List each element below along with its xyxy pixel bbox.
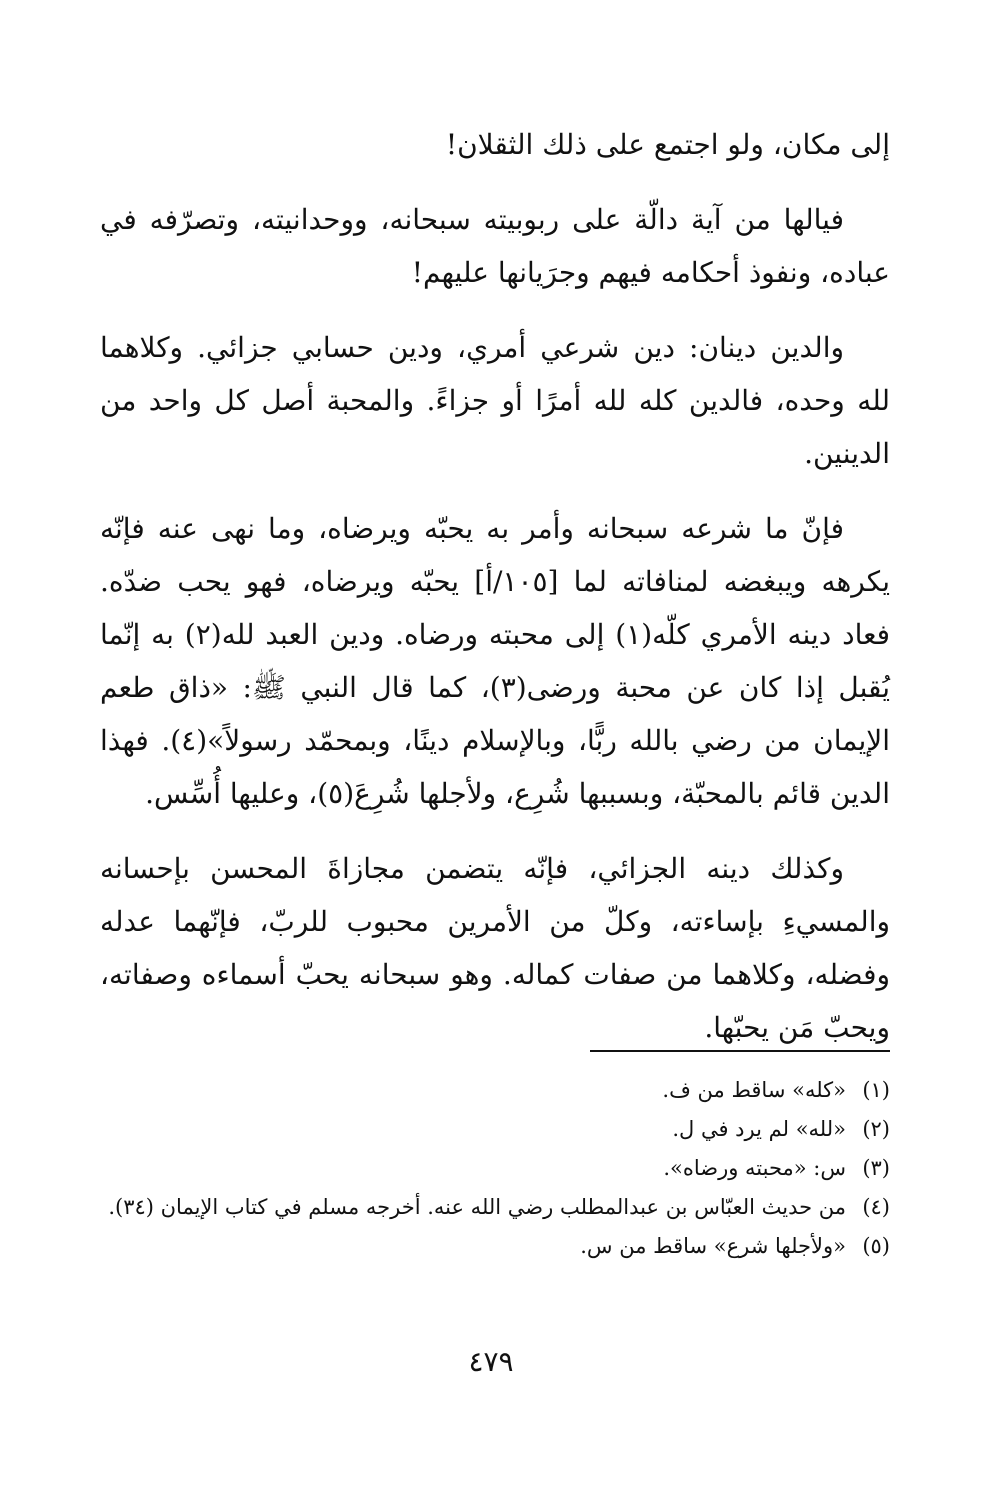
- footnote-number: (٤): [862, 1195, 890, 1219]
- footnote-text: «كله» ساقط من ف.: [662, 1078, 846, 1102]
- footnotes: [100, 1072, 890, 1267]
- footnote-2: [100, 1111, 890, 1148]
- footnote-number: (٢): [862, 1117, 890, 1141]
- footnote-number: (٥): [862, 1234, 890, 1258]
- footnote-4: [100, 1189, 890, 1226]
- footnote-text: س: «محبته ورضاه».: [663, 1156, 846, 1180]
- footnote-5: [100, 1228, 890, 1265]
- footnote-text: «لله» لم يرد في ل.: [672, 1117, 846, 1141]
- paragraph-5: وكذلك دينه الجزائي، فإنّه يتضمن مجازاةَ المحسن بإحسانه والمسيءِ بإساءته، وكلّ من الأمرين محبوب للربّ، فإنّهما عدله وفضله، وكلاهما من صفات كماله. وهو سبحانه يحبّ أسماءه وصفاته، ويحبّ مَن يحبّها.: [100, 852, 890, 1044]
- paragraph-2: فيالها من آية دالّة على ربوبيته سبحانه، ووحدانيته، وتصرّفه في عباده، ونفوذ أحكامه فيهم وجرَيانها عليهم!: [100, 203, 890, 289]
- page-number: ٤٧٩: [468, 1345, 514, 1378]
- footnote-3: [100, 1150, 890, 1187]
- paragraph-1: إلى مكان، ولو اجتمع على ذلك الثقلان!: [445, 128, 890, 161]
- footnote-text: من حديث العبّاس بن عبدالمطلب رضي الله عنه. أخرجه مسلم في كتاب الإيمان (٣٤).: [108, 1195, 846, 1219]
- paragraph-4: فإنّ ما شرعه سبحانه وأمر به يحبّه ويرضاه، وما نهى عنه فإنّه يكرهه ويبغضه لمنافاته لما [١٠٥/أ] يحبّه ويرضاه، فهو يحب ضدّه. فعاد دينه الأمري كلّه(١) إلى محبته ورضاه. ودين العبد لله(٢) به إنّما يُقبل إذا كان عن محبة ورضى(٣)، كما قال النبي ﷺ: «ذاق طعم الإيمان من رضي بالله ربًّا، وبالإسلام دينًا، وبمحمّد رسولاً»(٤). فهذا الدين قائم بالمحبّة، وبسببها شُرِع، ولأجلها شُرِعَ(٥)، وعليها أُسِّس.: [100, 512, 890, 810]
- paragraph-3: والدين دينان: دين شرعي أمري، ودين حسابي جزائي. وكلاهما لله وحده، فالدين كله لله أمرًا أو جزاءً. والمحبة أصل كل واحد من الدينين.: [100, 331, 890, 470]
- footnote-1: [100, 1072, 890, 1109]
- footnote-number: (٣): [862, 1156, 890, 1180]
- footnote-text: «ولأجلها شرع» ساقط من س.: [580, 1234, 846, 1258]
- footnote-number: (١): [862, 1078, 890, 1102]
- main-text: [100, 118, 890, 1076]
- footnote-divider: [590, 1050, 890, 1052]
